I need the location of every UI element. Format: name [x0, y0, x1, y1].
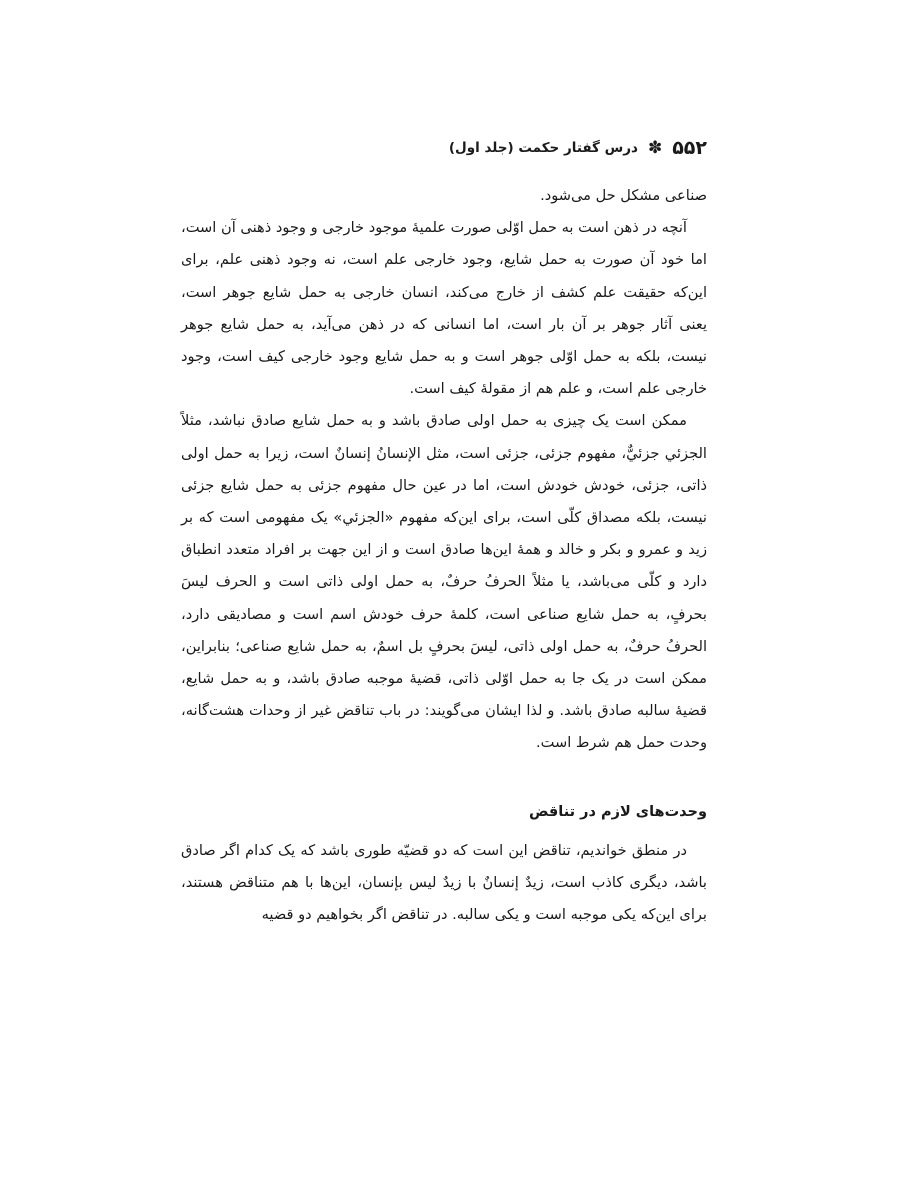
paragraph: در منطق خواندیم، تناقض این است که دو قضیّه طوری باشد که یک کدام اگر صادق باشد، دیگری کاذب است، زیدٌ إنسانٌ با زیدٌ لیس بإنسان، این‌ها با هم متناقض هستند، برای این‌که یکی موجبه است و یکی سالبه. در تناقض اگر بخواهیم دو قضیه [181, 842, 707, 924]
section-heading: وحدت‌های لازم در تناقض [529, 804, 707, 820]
paragraph: آنچه در ذهن است به حمل اوّلی صورت علمیهٔ موجود خارجی و وجود ذهنی آن است، اما خود آن صورت به حمل شایع، وجود خارجی علم است، نه وجود ذهنی علم، برای این‌که حقیقت علم کشف از خارج می‌کند، انسان خارجی به حمل شایع جوهر است، یعنی آثار جوهر بر آن بار است، اما انسانی که در ذهن می‌آید، به حمل شایع جوهر نیست، بلکه به حمل اوّلی جوهر است و به حمل شایع وجود خارجی کیف است، وجود خارجی علم است، و علم هم از مقولهٔ کیف است. [181, 219, 707, 398]
page-header [449, 137, 707, 159]
main-text [181, 180, 707, 760]
running-title: درس گفتار حکمت (جلد اول) [448, 140, 638, 156]
paragraph: ممکن است یک چیزی به حمل اولی صادق باشد و به حمل شایع صادق نباشد، مثلاً الجزئي جزئيٌّ، مفهوم جزئی، جزئی است، مثل الإنسانُ إنسانٌ است، زیرا به حمل اولی ذاتی، جزئی، خودش خودش است، اما در عین حال مفهوم جزئی به حمل شایع جزئی نیست، بلکه مصداق کلّی است، برای این‌که مفهوم «الجزئي» یک مفهومی است که بر زید و عمرو و بکر و خالد و همهٔ این‌ها صادق است و از این جهت بر افراد متعدد انطباق دارد و کلّی می‌باشد، یا مثلاً الحرفُ حرفٌ، به حمل اولی ذاتی است و الحرف ليسَ بحرفٍ، به حمل شایع صناعی است، کلمهٔ حرف خودش اسم است و مصادیقی دارد، الحرفُ حرفٌ، به حمل اولی ذاتی، ليسَ بحرفٍ بل اسمٌ، به حمل شایع صناعی؛ بنابراین، ممکن است در یک جا به حمل اوّلی ذاتی، قضیهٔ موجبه صادق باشد، و به حمل شایع، قضیهٔ سالبه صادق باشد. و لذا ایشان می‌گویند: در باب تناقض غیر از وحدات هشت‌گانه، وحدت حمل هم شرط است. [181, 412, 707, 752]
paragraph: صناعی مشکل حل می‌شود. [540, 187, 707, 204]
section-text [181, 835, 707, 932]
asterisk-flower-icon: ✽ [647, 137, 663, 158]
page-number: ۵۵۲ [672, 137, 707, 159]
